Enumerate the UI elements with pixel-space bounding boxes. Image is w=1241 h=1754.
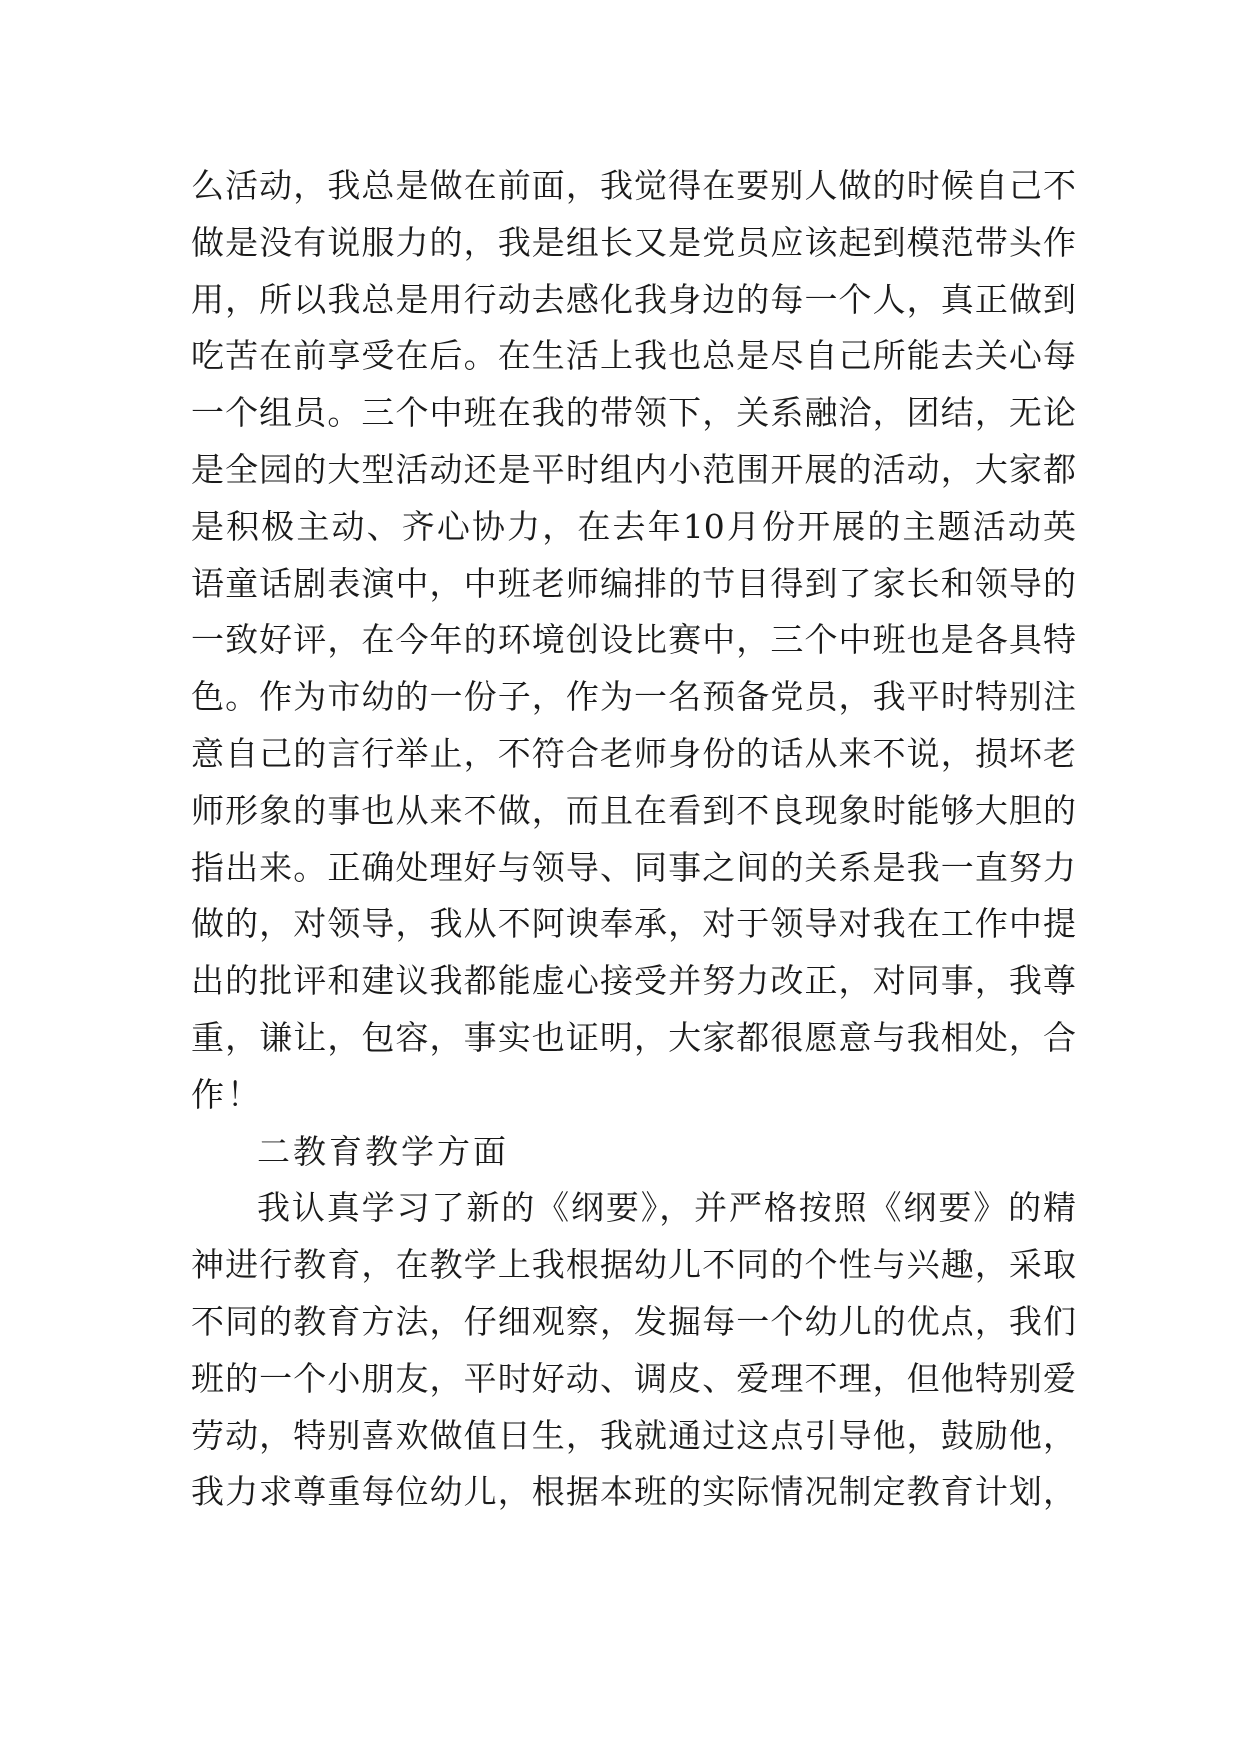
text-line: 做是没有说服力的，我是组长又是党员应该起到模范带头作 (191, 222, 1076, 262)
text-line: 做的，对领导，我从不阿谀奉承，对于领导对我在工作中提 (191, 904, 1076, 944)
paragraph-end-line: 作！ (191, 1074, 263, 1114)
text-line: 语童话剧表演中，中班老师编排的节目得到了家长和领导的 (191, 563, 1076, 603)
text-line: 指出来。正确处理好与领导、同事之间的关系是我一直努力 (191, 847, 1076, 887)
text-line: 用，所以我总是用行动去感化我身边的每一个人，真正做到 (191, 279, 1076, 319)
paragraph-first-line: 我认真学习了新的《纲要》，并严格按照《纲要》的精 (257, 1188, 1076, 1228)
text-line: 出的批评和建议我都能虚心接受并努力改正，对同事，我尊 (191, 961, 1076, 1001)
text-line: 神进行教育，在教学上我根据幼儿不同的个性与兴趣，采取 (191, 1245, 1076, 1285)
text-line: 么活动，我总是做在前面，我觉得在要别人做的时候自己不 (191, 166, 1076, 205)
text-line: 劳动，特别喜欢做值日生，我就通过这点引导他，鼓励他， (191, 1415, 1076, 1455)
text-line: 一致好评，在今年的环境创设比赛中，三个中班也是各具特 (191, 620, 1076, 660)
text-line: 吃苦在前享受在后。在生活上我也总是尽自己所能去关心每 (191, 336, 1076, 376)
text-line: 我力求尊重每位幼儿，根据本班的实际情况制定教育计划， (191, 1472, 1076, 1512)
text-line: 班的一个小朋友，平时好动、调皮、爱理不理，但他特别爱 (191, 1358, 1076, 1398)
text-line: 重，谦让，包容，事实也证明，大家都很愿意与我相处，合 (191, 1017, 1076, 1057)
text-line: 师形象的事也从来不做，而且在看到不良现象时能够大胆的 (191, 790, 1076, 830)
text-line: 一个组员。三个中班在我的带领下，关系融洽，团结，无论 (191, 393, 1076, 433)
text-line: 意自己的言行举止，不符合老师身份的话从来不说，损坏老 (191, 733, 1076, 773)
section-heading: 二教育教学方面 (257, 1131, 509, 1171)
text-line: 是积极主动、齐心协力，在去年10月份开展的主题活动英 (191, 506, 1076, 546)
text-line: 色。作为市幼的一份子，作为一名预备党员，我平时特别注 (191, 677, 1076, 717)
text-line: 是全园的大型活动还是平时组内小范围开展的活动，大家都 (191, 449, 1076, 489)
text-line: 不同的教育方法，仔细观察，发掘每一个幼儿的优点，我们 (191, 1301, 1076, 1341)
body-text (191, 158, 1076, 1521)
